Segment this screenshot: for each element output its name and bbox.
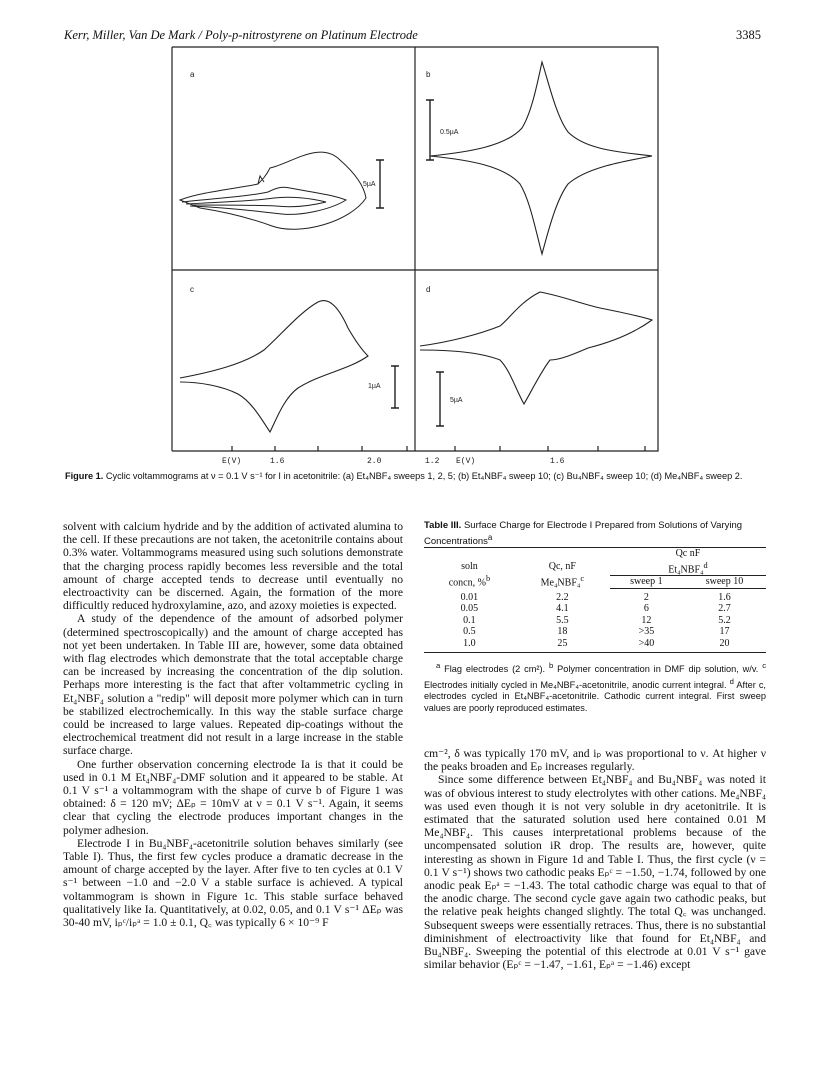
paragraph: cm⁻², δ was typically 170 mV, and iₚ was proportional to ν. At higher ν the peaks broaden and Eₚ increases regularly. xyxy=(424,747,766,774)
footnote-mark: d xyxy=(703,560,708,570)
figure-caption xyxy=(65,470,765,482)
cv-curve-b xyxy=(430,62,652,254)
table-cell: 1.6 xyxy=(718,591,731,603)
panel-letter-d: d xyxy=(426,285,431,294)
table-title xyxy=(424,520,766,548)
scale-label-b: 0.5µA xyxy=(440,129,459,136)
table-cell: >35 xyxy=(638,626,655,638)
table-cell: >40 xyxy=(610,638,683,653)
table-cell: 6 xyxy=(643,603,649,615)
table-cell: 5.5 xyxy=(556,614,569,626)
footnote-mark: b xyxy=(485,573,491,583)
col-header: Et₄NBF₄ xyxy=(668,563,704,575)
x-tick-label: 1.2 xyxy=(425,457,440,466)
col-header: Qc nF xyxy=(675,548,701,559)
x-axis-ticks xyxy=(232,446,645,451)
table-header-soln xyxy=(424,548,515,589)
scale-bar-c xyxy=(391,366,399,408)
col-header-sweep10: sweep 10 xyxy=(683,576,766,589)
scale-label-c: 1µA xyxy=(368,383,381,390)
table-title-mark: a xyxy=(487,533,493,542)
panel-a xyxy=(180,152,384,229)
panel-letter-c: c xyxy=(190,285,194,294)
figure-grid xyxy=(172,47,658,451)
footnote-mark: c xyxy=(580,573,585,583)
col-header-sweep1: sweep 1 xyxy=(610,576,683,589)
table-cell: 2 xyxy=(643,591,649,603)
table-header-qc-et xyxy=(610,548,766,576)
panel-letter-a: a xyxy=(190,70,195,79)
figure-caption-label: Figure 1. xyxy=(65,471,104,481)
paragraph: Since some difference between Et₄NBF₄ and Bu₄NBF₄ was noted it was of obvious interest to study electrolytes with other cations. Me₄NBF₄ was used even though it is not very soluble in dry acetonitrile. It is estimated that the saturated solution used here contained 0.01 M Me₄NBF₄. This causes interpretational problems because of the uncompensated solution iR drop. The results are, however, quite interesting as shown in Figure 1d and Table I. Thus, the first cycle (ν = 0.1 V s⁻¹) shows two cathodic peaks Eₚᶜ = −1.50, −1.74, followed by one anodic peak Eₚᵃ = −1.43. The total cathodic charge was equal to that of the anodic charge. The second cycle gave again two cathodic peaks, but the relative peak heights changed slightly. The total Q꜀ was unchanged. Subsequent sweeps were essentially retraces. Thus, there is no substantial diminishment of electroactivity like that found for Et₄NBF₄ and Bu₄NBF₄. Sweeping the potential of this electrode at 0.01 V s⁻¹ gave similar behavior (Eₚᶜ = −1.47, −1.61, Eₚᵃ = −1.46) except xyxy=(424,773,766,972)
x-tick-label: 1.6 xyxy=(550,457,565,466)
table-cell: 0.1 xyxy=(463,614,476,626)
scale-bar-a xyxy=(376,160,384,208)
table-cell: 17 xyxy=(719,626,730,638)
cv-curve-d xyxy=(420,292,652,404)
table-title-label: Table III. xyxy=(424,520,462,531)
paragraph: One further observation concerning electrode Ia is that it could be used in 0.1 M Et₄NBF₄-DMF solution and it appeared to be stable. At 0.1 V s⁻¹ a voltammogram with the shape of curve b of Figure 1 was obtained: δ = 120 mV; ΔEₚ = 10mV at ν = 0.1 V s⁻¹. Again, it seems clear that cycling the electrode produces important changes in the polymer adhesion. xyxy=(63,757,403,837)
col-header: Qc, nF xyxy=(548,561,576,572)
footnote: $^a$ Flag electrodes (2 cm²). $^b$ Polymer concentration in DMF dip solution, w/v. $^c$ Electrodes initially cycled in Me₄NBF₄-acetonitrile, anodic current integral. $^d$ After c, electrodes cycled in Et₄NBF₄-acetonitrile. Cathodic current integral. First sweep values are poorly reproduced estimates. xyxy=(424,661,767,713)
table-iii xyxy=(424,547,766,653)
table-cell: 0.01 xyxy=(460,591,479,603)
table-title-text: Surface Charge for Electrode I Prepared from Solutions of Varying Concentrations xyxy=(424,520,743,548)
left-column xyxy=(63,520,403,929)
x-tick-label: 2.0 xyxy=(367,457,382,466)
x-tick-label: 1.6 xyxy=(270,457,285,466)
x-axis-label-left: E(V) xyxy=(222,457,242,466)
panel-c xyxy=(180,301,399,432)
table-cell: 2.7 xyxy=(718,603,731,615)
table-header-qc-me xyxy=(515,548,610,589)
table-cell: 2.2 xyxy=(556,591,569,603)
paragraph: Electrode I in Bu₄NBF₄-acetonitrile solution behaves similarly (see Table I). Thus, the first few cycles produce a dramatic decrease in the amount of charge accepted by the layer. After five to ten cycles at 0.1 V s⁻¹ between −1.0 and −2.0 V a stable surface is achieved. A typical voltammogram is shown in Figure 1c. This stable surface behaved qualitatively like Ia. Quantitatively, at 0.02, 0.05, and 0.1 V s⁻¹ ΔEₚ was 30-40 mV, iₚᶜ/iₚᵃ = 1.0 ± 0.1, Q꜀ was typically 6 × 10⁻⁹ F xyxy=(63,836,403,930)
footnote-b: Polymer concentration in DMF dip solution, w/v. xyxy=(557,664,759,675)
figure-1 xyxy=(0,0,827,470)
paragraph: A study of the dependence of the amount of adsorbed polymer (determined spectroscopically) and the amount of charge accepted has not yet been undertaken. In Table III are, however, some data obtained with flag electrodes which demonstrate that the total acceptable charge can be increased by increasing the concentration of the dip solution. Perhaps more interesting is the fact that after voltammetric cycling in Et₄NBF₄ solution a "redip" will deposit more polymer which can in turn be stabilized electrochemically. In this way the stable surface charge could be increased to large values. Repeated dip-coatings without the electrochemical treatment did not result in a large increase in the stable surface charge. xyxy=(63,612,403,758)
col-header: concn, % xyxy=(448,576,486,588)
footnote-d: After c, electrodes cycled in Et₄NBF₄-acetonitrile. Cathodic current integral. First sweep values are poorly reproduced estimates. xyxy=(424,679,766,713)
table-cell: 18 xyxy=(557,626,568,638)
x-axis-label-right: E(V) xyxy=(456,457,476,466)
footnote-c: Electrodes initially cycled in Me₄NBF₄-acetonitrile, anodic current integral. xyxy=(424,679,727,690)
table-cell: 25 xyxy=(515,638,610,653)
table-cell: 5.2 xyxy=(718,614,731,626)
table-cell: 12 xyxy=(641,614,652,626)
table-footnotes xyxy=(424,660,766,715)
table-cell: 20 xyxy=(683,638,766,653)
scale-label-a: 5µA xyxy=(363,181,376,188)
panel-letter-b: b xyxy=(426,70,431,79)
scale-label-d: 5µA xyxy=(450,397,463,404)
table-cell: 0.5 xyxy=(463,626,476,638)
table-cell: 4.1 xyxy=(556,603,569,615)
page-number: 3385 xyxy=(736,28,761,42)
running-head: Kerr, Miller, Van De Mark / Poly-p-nitrostyrene on Platinum Electrode xyxy=(64,28,418,42)
scale-bar-d xyxy=(436,372,444,426)
figure-caption-text: Cyclic voltammograms at ν = 0.1 V s⁻¹ for I in acetonitrile: (a) Et₄NBF₄ sweeps 1, 2, 5; (b) Et₄NBF₄ sweep 10; (c) Bu₄NBF₄ sweep 10; (d) Me₄NBF₄ sweep 2. xyxy=(105,471,743,481)
col-header: Me₄NBF₄ xyxy=(540,576,581,588)
cv-curve-a3 xyxy=(186,197,326,207)
table-cell: 1.0 xyxy=(424,638,515,653)
panel-b xyxy=(426,62,652,254)
footnote-a: Flag electrodes (2 cm²). xyxy=(444,664,546,675)
paragraph: solvent with calcium hydride and by the addition of activated alumina to the cell. If these precautions are not taken, the acetonitrile contains about 0.3% water. Voltammograms measured using such solutions demonstrate that the charging process rapidly becomes less reversible and the total amount of charge accepted tends to decrease until eventually no electroactivity can be discerned. Again, the formation of the more difficultly reduced hydroxylamine, azo, and azoxy moieties is expected. xyxy=(63,520,403,613)
col-header: soln xyxy=(461,561,478,572)
panel-d xyxy=(420,292,652,426)
table-cell: 0.05 xyxy=(460,603,479,615)
scale-bar-b xyxy=(426,100,434,160)
cv-curve-a1 xyxy=(180,152,366,229)
cv-curve-c xyxy=(180,301,368,432)
right-column xyxy=(424,747,766,971)
